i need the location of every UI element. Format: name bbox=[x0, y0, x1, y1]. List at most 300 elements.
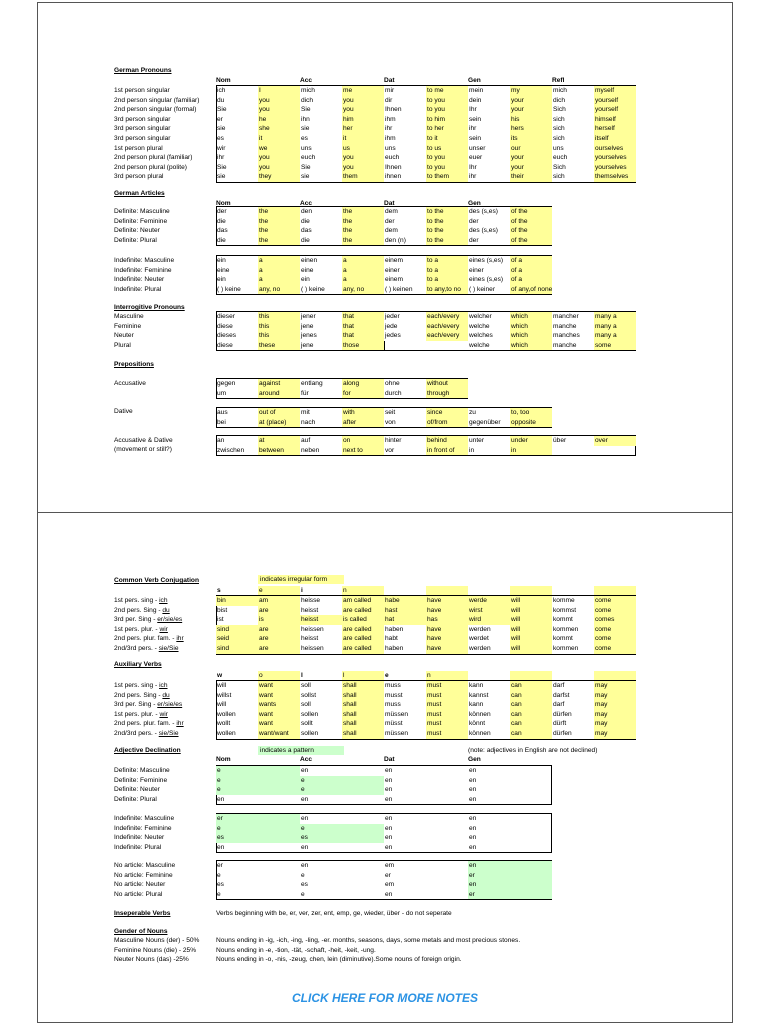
interrogative-table-cell: which bbox=[510, 341, 552, 351]
definite-articles-table-cell: den bbox=[301, 208, 313, 215]
pronouns-table-cell: to them bbox=[426, 172, 468, 182]
pronoun-column-header: Gen bbox=[468, 77, 481, 84]
auxiliary-table-cell: must bbox=[426, 691, 468, 701]
accusative-dative-prepositions-table-cell: an bbox=[217, 437, 225, 444]
accusative-dative-prepositions-table-cell: on bbox=[342, 436, 384, 446]
verb-conjugation-table-cell: have bbox=[426, 634, 468, 644]
pronouns-table-cell: yourself bbox=[594, 96, 636, 106]
auxiliary-person-label: 1st pers. plur. - bbox=[114, 710, 160, 718]
indefinite-articles-table-cell: einem bbox=[385, 257, 403, 264]
auxiliary-table-cell: can bbox=[510, 729, 552, 739]
adjective-row-label: Definite: Neuter bbox=[114, 786, 160, 794]
auxiliary-table-cell: can bbox=[510, 681, 552, 691]
interrogative-table-cell bbox=[426, 341, 468, 351]
adj-indefinite-table-cell: en bbox=[301, 815, 309, 822]
article-column-header: Acc bbox=[300, 200, 313, 207]
auxiliary-table-cell: müssen bbox=[385, 730, 409, 737]
interrogative-row-label: Plural bbox=[114, 341, 131, 349]
pronouns-table-cell: ihn bbox=[301, 115, 310, 123]
pronoun-row-label: 1st person singular bbox=[114, 87, 170, 94]
pronouns-table-cell: sich bbox=[553, 115, 565, 123]
gender-title: Gender of Nouns bbox=[114, 928, 168, 935]
pronouns-table-cell: they bbox=[258, 172, 300, 182]
verb-conjugation-table-cell: will bbox=[510, 625, 552, 635]
auxiliary-table-cell: want bbox=[258, 681, 300, 691]
adj-definite-table-cell: en bbox=[469, 767, 477, 774]
pronouns-table-cell: mich bbox=[553, 87, 567, 94]
article-row-label: Indefinite: Masculine bbox=[114, 257, 175, 264]
auxiliary-header-cell: w bbox=[217, 672, 223, 679]
auxiliary-table-cell: shall bbox=[342, 700, 384, 710]
interrogative-table-cell: jeder bbox=[385, 313, 400, 320]
pronouns-table-cell: to me bbox=[426, 86, 468, 96]
auxiliary-table-cell: musst bbox=[385, 691, 403, 699]
pronouns-table-cell: sie bbox=[217, 125, 226, 133]
definite-articles-table-cell: of the bbox=[510, 226, 552, 236]
interrogative-row-label: Neuter bbox=[114, 332, 134, 340]
definite-articles-table-cell: to the bbox=[426, 217, 468, 227]
interrogative-table-cell: manches bbox=[553, 332, 580, 340]
adj-no-article-table-cell: e bbox=[301, 890, 305, 898]
pronouns-table-cell: Sie bbox=[301, 106, 311, 114]
pronouns-table-cell: your bbox=[510, 153, 552, 163]
pronouns-table-cell: Ihnen bbox=[385, 106, 402, 114]
auxiliary-pronoun: ihr bbox=[176, 720, 184, 728]
pronouns-table-cell: to it bbox=[426, 134, 468, 144]
gender-rule: Nouns ending in -o, -nis, -zeug, chen, lein (diminutive).Some nouns of foreign origin. bbox=[216, 956, 462, 964]
verb-conjugation-table-cell: kommt bbox=[553, 616, 573, 624]
gender-label: Masculine Nouns (der) - 50% bbox=[114, 937, 200, 944]
verb-conjugation-table-cell: are called bbox=[342, 634, 384, 644]
pronouns-table-cell: mich bbox=[301, 87, 315, 94]
indefinite-articles-table-cell: any, no bbox=[258, 285, 300, 295]
interrogative-table-cell: manche bbox=[553, 322, 577, 330]
definite-articles-table-cell: das bbox=[217, 227, 228, 235]
verb-conjugation-table-cell: seid bbox=[216, 634, 258, 644]
auxiliary-table-cell: darf bbox=[553, 682, 565, 689]
verb-conjugation-table-cell: will bbox=[510, 615, 552, 625]
indefinite-articles-table-cell: ( ) keine bbox=[217, 285, 241, 293]
verb-row-label bbox=[114, 596, 214, 606]
indefinite-articles-table-cell: to a bbox=[426, 266, 468, 276]
accusative-prepositions-table-cell: around bbox=[258, 389, 300, 399]
pronouns-table-cell: Ihr bbox=[469, 163, 477, 171]
adj-indefinite-table-cell: en bbox=[469, 843, 477, 851]
verb-conjugation-table-cell: will bbox=[510, 644, 552, 654]
indefinite-articles-table-cell: any, no bbox=[342, 285, 384, 295]
article-row-label: Definite: Plural bbox=[114, 236, 157, 244]
indefinite-articles-table-cell: to a bbox=[426, 275, 468, 285]
indefinite-articles-table-cell: eines (s,es) bbox=[469, 276, 504, 284]
dative-prepositions-table-cell: with bbox=[342, 408, 384, 418]
adjective-column-header: Dat bbox=[384, 756, 395, 763]
document-page-1 bbox=[37, 2, 733, 514]
verb-conjugation-table-cell: kommen bbox=[553, 645, 579, 652]
pronoun-column-header: Nom bbox=[216, 77, 231, 84]
interrogative-table-cell: diese bbox=[217, 322, 233, 330]
pronoun-column-header: Refl bbox=[552, 77, 565, 84]
adjective-row-label: No article: Neuter bbox=[114, 881, 166, 889]
interrogative-table-cell: each/every bbox=[426, 331, 468, 341]
auxiliary-table-cell: may bbox=[594, 691, 636, 701]
verb-person-label: 2nd/3rd pers. - bbox=[114, 645, 159, 652]
adj-indefinite-table-cell: en bbox=[385, 834, 393, 842]
verb-conjugation-table-cell: come bbox=[594, 625, 636, 635]
auxiliary-table-cell: sollt bbox=[301, 720, 313, 728]
adjective-row-label: No article: Feminine bbox=[114, 871, 173, 879]
definite-articles-table-cell: of the bbox=[510, 236, 552, 246]
pronouns-table-cell: my bbox=[510, 86, 552, 96]
accusative-dative-prepositions-table-cell: next to bbox=[342, 446, 384, 456]
pronouns-table-cell: I bbox=[258, 86, 300, 96]
verbs-header-cell: i bbox=[301, 587, 303, 594]
pronouns-table-cell: ihr bbox=[385, 125, 393, 133]
pronouns-table-cell: unser bbox=[469, 144, 486, 152]
verb-conjugation-table-cell: am bbox=[258, 596, 300, 606]
adj-definite-table-cell: e bbox=[216, 776, 300, 786]
pronouns-table-cell: sich bbox=[553, 125, 565, 133]
verb-pronoun: ihr bbox=[176, 635, 184, 643]
pronouns-table-cell: us bbox=[342, 144, 384, 154]
definite-articles-table-cell: the bbox=[342, 236, 384, 246]
indefinite-articles-table-cell: of any,of none bbox=[511, 285, 552, 293]
auxiliary-row-label bbox=[114, 729, 214, 739]
more-notes-link[interactable]: CLICK HERE FOR MORE NOTES bbox=[291, 991, 478, 1005]
verb-conjugation-table-cell: hast bbox=[384, 606, 426, 616]
irregular-legend: indicates irregular form bbox=[258, 575, 344, 584]
verb-pronoun: wir bbox=[159, 625, 168, 633]
auxiliary-table-cell: müsst bbox=[385, 720, 403, 728]
verb-conjugation-table-cell: kommt bbox=[553, 635, 573, 643]
pronouns-table-cell: sie bbox=[217, 173, 226, 181]
interrogative-table-cell: dieses bbox=[217, 332, 237, 340]
adj-definite-table-cell: en bbox=[385, 776, 393, 784]
pronouns-table-cell: mir bbox=[385, 87, 395, 94]
verb-conjugation-table-cell: habe bbox=[384, 596, 426, 606]
auxiliary-table-cell: könnt bbox=[469, 720, 486, 728]
indefinite-articles-table-cell: of a bbox=[510, 266, 552, 276]
verb-row-label bbox=[114, 615, 214, 625]
adj-definite-table-cell: en bbox=[469, 786, 477, 794]
pronouns-table-cell: Ihr bbox=[469, 106, 477, 114]
dative-prepositions-table-cell: mit bbox=[301, 409, 310, 416]
dative-prepositions-table-cell: of/from bbox=[426, 418, 468, 428]
inseparable-text: Verbs beginning with be, er, ver, zer, ent, emp, ge, wieder, über - do not seperate bbox=[216, 910, 452, 917]
definite-articles-table-cell: to the bbox=[426, 207, 468, 217]
dative-prepositions-table-cell: seit bbox=[385, 409, 396, 416]
pronouns-table-cell: ihr bbox=[469, 125, 477, 133]
pronouns-table-cell: sich bbox=[553, 135, 565, 142]
indefinite-articles-table-cell: a bbox=[258, 256, 300, 266]
adj-indefinite-table-cell: e bbox=[300, 824, 384, 834]
accusative-dative-prepositions-table-cell: behind bbox=[426, 436, 468, 446]
adj-indefinite-table-cell: en bbox=[301, 843, 309, 851]
verb-conjugation-table-cell: heissen bbox=[301, 625, 324, 633]
definite-articles-table-cell: der bbox=[469, 236, 479, 244]
adjective-row-label: Definite: Masculine bbox=[114, 767, 170, 774]
indefinite-articles-table-cell: ( ) keine bbox=[301, 285, 325, 293]
indefinite-articles-table-cell: a bbox=[342, 275, 384, 285]
adj-no-article-table-cell: er bbox=[468, 871, 552, 881]
accusative-dative-prepositions-table-cell: über bbox=[553, 437, 567, 444]
interrogative-table-cell: welcher bbox=[469, 313, 492, 320]
auxiliary-table-cell: can bbox=[510, 691, 552, 701]
auxiliary-table-cell: must bbox=[426, 729, 468, 739]
adjective-row-label: Indefinite: Masculine bbox=[114, 815, 175, 822]
verb-conjugation-table-cell: heisst bbox=[300, 615, 342, 625]
adj-indefinite-table-cell: es bbox=[300, 833, 384, 843]
interrogative-table-cell: many a bbox=[594, 322, 636, 332]
indefinite-articles-table-cell: a bbox=[258, 266, 300, 276]
dative-prepositions-table-cell: bei bbox=[217, 418, 226, 426]
auxiliary-table-cell: muss bbox=[385, 682, 401, 689]
accusative-dative-prepositions-table-cell: hinter bbox=[385, 437, 402, 444]
auxiliary-table-cell: soll bbox=[301, 682, 311, 689]
verbs-header-cell: n bbox=[342, 586, 384, 596]
pronouns-table-cell: to her bbox=[426, 124, 468, 134]
pronouns-table-cell: them bbox=[342, 172, 384, 182]
verb-pronoun: ich bbox=[159, 597, 168, 604]
adj-no-article-table-cell: er bbox=[385, 871, 391, 879]
table-divider bbox=[384, 341, 385, 351]
pronouns-table-cell: wir bbox=[217, 144, 226, 152]
auxiliary-table-cell: wollen bbox=[217, 710, 236, 718]
adj-no-article-table-cell: en bbox=[468, 861, 552, 871]
auxiliary-table-cell: can bbox=[510, 710, 552, 720]
pronouns-table-cell: Sie bbox=[301, 163, 311, 171]
pronouns-table-cell: Sich bbox=[553, 163, 566, 171]
interrogative-table-cell: jene bbox=[301, 322, 314, 330]
accusative-dative-prepositions-table-cell: at bbox=[258, 436, 300, 446]
pronouns-table-cell: you bbox=[258, 163, 300, 173]
verb-conjugation-table-cell: come bbox=[594, 644, 636, 654]
pronouns-table-cell: Sich bbox=[553, 106, 566, 114]
verb-conjugation-table-cell: is bbox=[258, 615, 300, 625]
pronouns-table-cell: uns bbox=[553, 144, 564, 152]
auxiliary-title: Auxiliary Verbs bbox=[114, 661, 162, 668]
verb-conjugation-table-cell: sind bbox=[216, 625, 258, 635]
article-row-label: Definite: Masculine bbox=[114, 208, 170, 215]
adj-indefinite-table-cell: es bbox=[216, 833, 300, 843]
auxiliary-person-label: 2nd pers. plur. fam. - bbox=[114, 720, 177, 728]
interrogative-row-label: Feminine bbox=[114, 322, 142, 330]
pronouns-table-cell: dein bbox=[469, 96, 482, 104]
verb-conjugation-table-cell: have bbox=[426, 606, 468, 616]
adj-indefinite-table-cell: en bbox=[385, 824, 393, 832]
accusative-dative-prepositions-table-cell: under bbox=[510, 436, 552, 446]
pronouns-table-cell: sie bbox=[301, 173, 310, 181]
pronouns-table-cell: ihm bbox=[385, 115, 396, 123]
auxiliary-table-cell: wants bbox=[258, 700, 300, 710]
article-row-label: Indefinite: Feminine bbox=[114, 266, 172, 274]
adj-definite-table-cell: en bbox=[385, 795, 393, 803]
adj-no-article-table-cell: en bbox=[385, 890, 393, 898]
auxiliary-table-cell: darfst bbox=[553, 691, 570, 699]
verb-conjugation-table-cell: comes bbox=[594, 615, 636, 625]
interrogative-table-cell: that bbox=[342, 312, 384, 322]
indefinite-articles-table-cell: of a bbox=[510, 275, 552, 285]
adjectives-title: Adjective Declination bbox=[114, 747, 181, 754]
interrogative-table-cell: jede bbox=[385, 322, 398, 330]
document-page-2 bbox=[37, 512, 733, 1023]
definite-articles-table-cell: des (s,es) bbox=[469, 208, 498, 215]
pronouns-table-cell: to you bbox=[426, 163, 468, 173]
verb-conjugation-table-cell: sind bbox=[216, 644, 258, 654]
pronouns-table-cell: her bbox=[342, 124, 384, 134]
verb-conjugation-table-cell: bin bbox=[216, 596, 258, 606]
pronouns-table-cell: you bbox=[342, 105, 384, 115]
auxiliary-table-cell: shall bbox=[342, 681, 384, 691]
gender-label: Feminine Nouns (die) - 25% bbox=[114, 946, 197, 954]
verb-conjugation-table-cell: come bbox=[594, 606, 636, 616]
verb-conjugation-table-cell: haben bbox=[385, 645, 404, 652]
accusative-prepositions-table-cell: for bbox=[342, 389, 384, 399]
verb-conjugation-table-cell: habt bbox=[385, 635, 398, 643]
interrogative-table-cell: which bbox=[510, 322, 552, 332]
adj-definite-table-cell: en bbox=[469, 776, 477, 784]
adj-definite-table-cell: en bbox=[385, 786, 393, 794]
adj-indefinite-table-cell: er bbox=[216, 814, 300, 824]
auxiliary-table-cell: darf bbox=[553, 701, 565, 709]
auxiliary-pronoun: du bbox=[162, 691, 170, 699]
definite-articles-table-cell: die bbox=[301, 217, 310, 225]
verb-conjugation-table-cell: are bbox=[258, 606, 300, 616]
auxiliary-header-cell: e bbox=[385, 672, 389, 679]
inseparable-title: Inseperable Verbs bbox=[114, 910, 171, 917]
auxiliary-person-label: 2nd/3rd pers. - bbox=[114, 730, 159, 737]
pronouns-table-cell: our bbox=[510, 144, 552, 154]
indefinite-articles-table-cell: ( ) keiner bbox=[469, 285, 496, 293]
pronoun-row-label: 2nd person singular (familiar) bbox=[114, 96, 200, 104]
adjective-row-label: No article: Masculine bbox=[114, 862, 176, 869]
auxiliary-pronoun: sie/Sie bbox=[158, 730, 179, 737]
verb-pronoun: sie/Sie bbox=[158, 645, 179, 652]
adjective-row-label: Definite: Plural bbox=[114, 795, 157, 803]
interrogative-table-cell: many a bbox=[594, 312, 636, 322]
verb-conjugation-table-cell: werde bbox=[468, 596, 510, 606]
auxiliary-table-cell: müssen bbox=[385, 710, 409, 718]
verb-conjugation-table-cell: is called bbox=[342, 615, 384, 625]
definite-articles-table-cell: der bbox=[469, 217, 479, 225]
pronouns-table-cell: dich bbox=[553, 96, 566, 104]
accusative-prepositions-table-cell: für bbox=[301, 389, 309, 397]
verb-conjugation-table-cell: come bbox=[594, 634, 636, 644]
adj-definite-table-cell: en bbox=[469, 795, 477, 803]
adj-definite-table-cell: e bbox=[216, 785, 300, 795]
pronouns-table-cell: his bbox=[510, 115, 552, 125]
verb-conjugation-table-cell: heisst bbox=[301, 635, 319, 643]
dative-prepositions-table-cell: aus bbox=[217, 409, 228, 416]
adj-no-article-table-cell: en bbox=[468, 880, 552, 890]
auxiliary-header-cell: n bbox=[426, 671, 468, 681]
indefinite-articles-table-cell: eine bbox=[301, 266, 314, 274]
interrogative-table-cell: that bbox=[342, 322, 384, 332]
article-row-label: Indefinite: Plural bbox=[114, 285, 162, 293]
accusative-prepositions-table-cell: through bbox=[426, 389, 468, 399]
accusative-dative-prepositions-table-cell: zwischen bbox=[217, 446, 245, 454]
accusative-dative-prepositions-table-cell: neben bbox=[301, 446, 320, 454]
adj-no-article-table-cell: em bbox=[385, 881, 395, 889]
auxiliary-table-cell: may bbox=[594, 681, 636, 691]
pronouns-table-cell: euch bbox=[385, 154, 400, 162]
interrogative-table-cell: these bbox=[258, 341, 300, 351]
accusative-prepositions-table-cell: ohne bbox=[385, 380, 400, 387]
adj-no-article-table-cell: em bbox=[385, 862, 395, 869]
auxiliary-person-label: 3rd per. Sing - bbox=[114, 701, 158, 709]
pronouns-table-cell: him bbox=[342, 115, 384, 125]
adjective-row-label: Definite: Feminine bbox=[114, 776, 168, 784]
adjective-column-header: Gen bbox=[468, 756, 481, 763]
auxiliary-table-cell: dürfen bbox=[553, 730, 572, 737]
pronouns-table-cell: sie bbox=[301, 125, 310, 133]
auxiliary-table-cell: shall bbox=[342, 729, 384, 739]
dative-prepositions-table-cell: after bbox=[342, 418, 384, 428]
auxiliary-table-cell: willst bbox=[217, 691, 232, 699]
definite-articles-table-cell: to the bbox=[426, 236, 468, 246]
pronouns-table-cell: er bbox=[217, 115, 223, 123]
accusative-label: Accusative bbox=[114, 380, 146, 387]
pronoun-row-label: 1st person plural bbox=[114, 144, 163, 152]
adj-no-article-table-cell: e bbox=[301, 871, 305, 879]
pronouns-table-cell: euer bbox=[469, 154, 483, 162]
interrogative-table-cell: jedes bbox=[385, 332, 401, 340]
interrogative-table-cell: those bbox=[342, 341, 384, 351]
auxiliary-row-label bbox=[114, 681, 214, 691]
auxiliary-table-cell: must bbox=[426, 700, 468, 710]
pronouns-table-cell: its bbox=[510, 134, 552, 144]
gender-rule: Nouns ending in -ig, -ich, -ing, -ling, -er. months, seasons, days, some metals and most precious stones. bbox=[216, 937, 521, 944]
pronoun-row-label: 3rd person plural bbox=[114, 173, 164, 181]
auxiliary-table-cell: can bbox=[510, 700, 552, 710]
auxiliary-table-cell: wollen bbox=[217, 730, 236, 737]
accusative-prepositions-table-cell: durch bbox=[385, 389, 402, 397]
adj-no-article-table-cell: es bbox=[217, 881, 224, 889]
interrogative-table-cell: dieser bbox=[217, 313, 235, 320]
interrogative-table-cell: each/every bbox=[426, 312, 468, 322]
dative-prepositions-table-cell: since bbox=[426, 408, 468, 418]
definite-articles-table-cell: dem bbox=[385, 227, 398, 235]
accusative-prepositions-table-cell: um bbox=[217, 389, 227, 397]
indefinite-articles-table-cell: to any,to no bbox=[426, 285, 468, 295]
adjective-column-header: Nom bbox=[216, 756, 231, 763]
pronouns-table-cell: ich bbox=[217, 87, 226, 94]
interrogative-table-cell: this bbox=[258, 331, 300, 341]
verb-conjugation-table-cell: werden bbox=[469, 625, 491, 633]
accusative-dative-prepositions-table-cell: between bbox=[258, 446, 300, 456]
definite-articles-table-cell: the bbox=[342, 217, 384, 227]
auxiliary-table-cell: may bbox=[594, 719, 636, 729]
pronouns-table-cell: es bbox=[301, 135, 308, 142]
pronouns-table-cell: Ihnen bbox=[385, 163, 402, 171]
verb-conjugation-table-cell: werdet bbox=[469, 635, 489, 643]
verb-conjugation-table-cell: will bbox=[510, 606, 552, 616]
auxiliary-row-label bbox=[114, 719, 214, 729]
pronouns-table-cell: ihr bbox=[469, 173, 477, 181]
accusative-dative-prepositions-table-cell: auf bbox=[301, 437, 311, 444]
verbs-title: Common Verb Conjugation bbox=[114, 577, 199, 584]
verb-row-label bbox=[114, 606, 214, 616]
auxiliary-table-cell: muss bbox=[385, 701, 401, 709]
definite-articles-table-cell: the bbox=[258, 226, 300, 236]
accusative-dative-label: Accusative & Dative bbox=[114, 437, 173, 444]
interrogative-title: Interrogitive Pronouns bbox=[114, 304, 185, 311]
verb-conjugation-table-cell: haben bbox=[385, 625, 404, 633]
articles-title: German Articles bbox=[114, 190, 165, 197]
pronouns-table-cell: you bbox=[258, 153, 300, 163]
indefinite-articles-table-cell: eine bbox=[217, 266, 230, 274]
gender-rule: Nouns ending in -e, -tion, -tät, -schaft, -heit, -keit, -ung. bbox=[216, 946, 376, 954]
auxiliary-table-cell: sollst bbox=[301, 691, 317, 699]
